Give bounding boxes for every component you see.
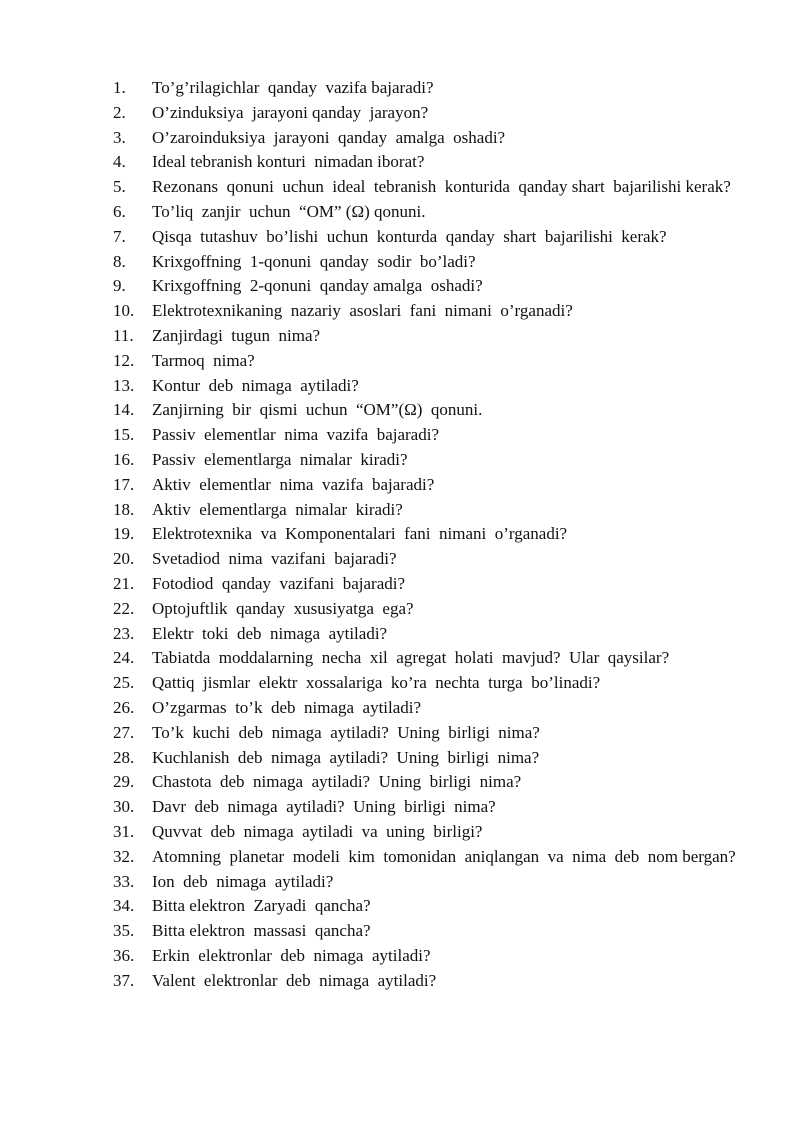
question-item (113, 721, 738, 746)
question-text: Svetadiod nima vazifani bajaradi? (152, 549, 397, 569)
question-text: Tabiatda moddalarning necha xil agregat holati mavjud? Ular qaysilar? (152, 648, 670, 668)
question-item (113, 225, 738, 250)
question-number: 11. (113, 325, 134, 345)
question-number: 1. (113, 78, 126, 97)
question-text: Passiv elementlar nima vazifa bajaradi? (152, 425, 439, 445)
question-text: Erkin elektronlar deb nimaga aytiladi? (152, 945, 431, 965)
question-text: Zanjirning bir qismi uchun “OM”(Ω) qonuni. (152, 400, 483, 420)
question-text: Davr deb nimaga aytiladi? Uning birligi nima? (152, 797, 496, 817)
question-item (113, 746, 738, 771)
question-number: 28. (113, 747, 135, 767)
question-number: 3. (113, 127, 126, 147)
question-number: 6. (113, 201, 126, 221)
question-text: Chastota deb nimaga aytiladi? Uning birligi nima? (152, 772, 522, 792)
question-text: Kontur deb nimaga aytiladi? (152, 375, 359, 395)
question-text: Optojuftlik qanday xususiyatga ega? (152, 598, 414, 618)
question-number: 17. (113, 474, 135, 494)
question-number: 5. (113, 177, 126, 197)
question-text: To’liq zanjir uchun “OM” (Ω) qonuni. (152, 201, 426, 221)
question-text: Ion deb nimaga aytiladi? (152, 871, 334, 891)
question-item (113, 448, 738, 473)
question-item (113, 622, 738, 647)
question-number: 10. (113, 301, 135, 321)
question-item (113, 324, 738, 349)
question-text: O’zgarmas to’k deb nimaga aytiladi? (152, 697, 422, 717)
question-text: Krixgoffning 1-qonuni qanday sodir bo’ladi? (152, 251, 476, 271)
question-item (113, 944, 738, 969)
question-text: Elektrotexnika va Komponentalari fani nimani o’rganadi? (152, 524, 568, 544)
question-number: 32. (113, 846, 135, 866)
question-number: 21. (113, 573, 135, 593)
question-item (113, 671, 738, 696)
question-number: 16. (113, 449, 135, 469)
question-text: Qisqa tutashuv bo’lishi uchun konturda qanday shart bajarilishi kerak? (152, 226, 667, 246)
question-number: 34. (113, 896, 135, 916)
question-number: 37. (113, 970, 135, 990)
question-text: Rezonans qonuni uchun ideal tebranish konturida qanday shart bajarilishi kerak? (152, 177, 731, 197)
question-item (113, 770, 738, 795)
question-number: 30. (113, 797, 135, 817)
question-number: 35. (113, 921, 135, 941)
question-item (113, 473, 738, 498)
question-number: 23. (113, 623, 135, 643)
question-item (113, 820, 738, 845)
question-text: Kuchlanish deb nimaga aytiladi? Uning birligi nima? (152, 747, 540, 767)
question-text: Valent elektronlar deb nimaga aytiladi? (152, 970, 437, 990)
question-number: 20. (113, 549, 135, 569)
question-text: Bitta elektron Zaryadi qancha? (152, 896, 371, 916)
question-text: Aktiv elementlar nima vazifa bajaradi? (152, 474, 435, 494)
question-text: O’zinduksiya jarayoni qanday jarayon? (152, 102, 429, 122)
question-number: 2. (113, 102, 126, 122)
question-item (113, 76, 738, 101)
question-item (113, 870, 738, 895)
question-item (113, 299, 738, 324)
question-item (113, 894, 738, 919)
question-text: Atomning planetar modeli kim tomonidan aniqlangan va nima deb nom bergan? (152, 846, 736, 866)
question-item (113, 274, 738, 299)
question-text: Krixgoffning 2-qonuni qanday amalga oshadi? (152, 276, 483, 296)
question-number: 13. (113, 375, 135, 395)
question-item (113, 250, 738, 275)
question-item (113, 101, 738, 126)
question-text: Tarmoq nima? (152, 350, 255, 370)
question-number: 24. (113, 648, 135, 668)
question-item (113, 150, 738, 175)
question-item (113, 572, 738, 597)
question-list (113, 76, 738, 993)
question-item (113, 126, 738, 151)
question-number: 36. (113, 945, 135, 965)
question-text: Elektr toki deb nimaga aytiladi? (152, 623, 388, 643)
question-item (113, 374, 738, 399)
question-item (113, 398, 738, 423)
question-number: 29. (113, 772, 135, 792)
question-number: 9. (113, 276, 126, 296)
question-item (113, 423, 738, 448)
question-item (113, 349, 738, 374)
question-number: 19. (113, 524, 135, 544)
question-text: Aktiv elementlarga nimalar kiradi? (152, 499, 403, 519)
question-number: 15. (113, 425, 135, 445)
question-item (113, 696, 738, 721)
question-text: Passiv elementlarga nimalar kiradi? (152, 449, 408, 469)
question-text: Elektrotexnikaning nazariy asoslari fani nimani o’rganadi? (152, 301, 573, 321)
question-text: Ideal tebranish konturi nimadan iborat? (152, 152, 425, 172)
question-item (113, 795, 738, 820)
question-text: O’zaroinduksiya jarayoni qanday amalga oshadi? (152, 127, 506, 147)
question-number: 25. (113, 673, 135, 693)
question-text: Fotodiod qanday vazifani bajaradi? (152, 573, 406, 593)
question-number: 4. (113, 152, 126, 172)
question-item (113, 646, 738, 671)
question-item (113, 597, 738, 622)
question-number: 14. (113, 400, 135, 420)
question-text: Qattiq jismlar elektr xossalariga ko’ra nechta turga bo’linadi? (152, 673, 601, 693)
question-text: To’g’rilagichlar qanday vazifa bajaradi? (152, 78, 434, 97)
question-text: Zanjirdagi tugun nima? (152, 325, 321, 345)
question-item (113, 200, 738, 225)
question-text: To’k kuchi deb nimaga aytiladi? Uning birligi nima? (152, 722, 540, 742)
question-number: 27. (113, 722, 135, 742)
question-item (113, 522, 738, 547)
question-number: 26. (113, 697, 135, 717)
question-item (113, 969, 738, 994)
question-item (113, 175, 738, 200)
question-number: 22. (113, 598, 135, 618)
question-item (113, 498, 738, 523)
question-number: 18. (113, 499, 135, 519)
question-number: 33. (113, 871, 135, 891)
question-item (113, 547, 738, 572)
question-number: 12. (113, 350, 135, 370)
question-item (113, 919, 738, 944)
question-number: 8. (113, 251, 126, 271)
question-item (113, 845, 738, 870)
question-number: 31. (113, 821, 135, 841)
question-number: 7. (113, 226, 126, 246)
question-text: Bitta elektron massasi qancha? (152, 921, 371, 941)
question-text: Quvvat deb nimaga aytiladi va uning birligi? (152, 821, 483, 841)
